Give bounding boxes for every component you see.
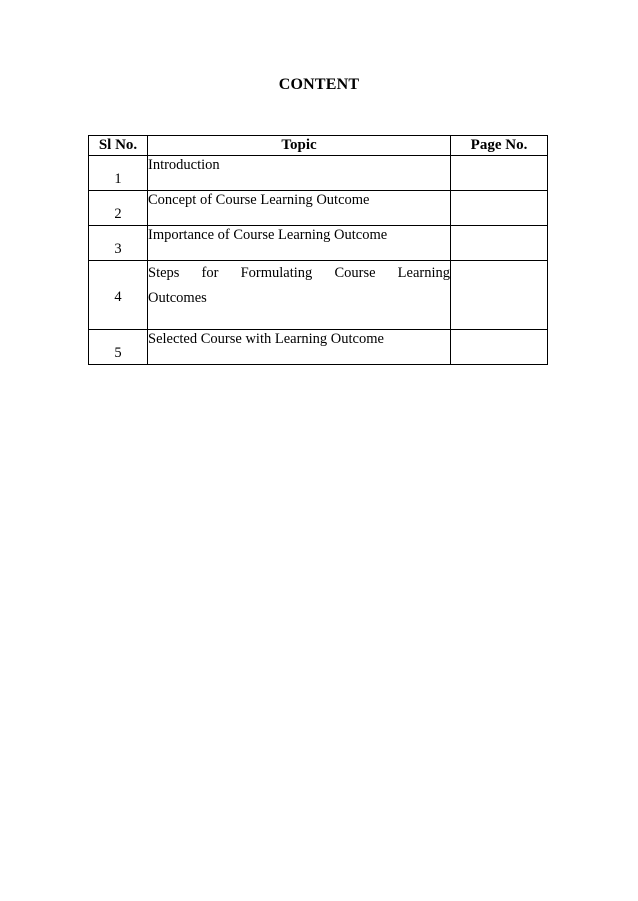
header-page-no: Page No. bbox=[451, 136, 548, 156]
row-page-no bbox=[451, 330, 548, 365]
row-page-no bbox=[451, 191, 548, 226]
contents-table bbox=[88, 135, 548, 365]
sl-no-text: 4 bbox=[114, 288, 122, 305]
row-topic: Introduction bbox=[148, 156, 451, 191]
row-topic: Importance of Course Learning Outcome bbox=[148, 226, 451, 261]
table-row bbox=[89, 191, 548, 226]
header-topic: Topic bbox=[148, 136, 451, 156]
row-topic bbox=[148, 261, 451, 330]
topic-line-2: Outcomes bbox=[148, 290, 207, 306]
header-sl-no: Sl No. bbox=[89, 136, 148, 156]
sl-no-text: 5 bbox=[114, 344, 122, 361]
row-page-no bbox=[451, 226, 548, 261]
topic-line-1: Steps for Formulating Course Learning bbox=[148, 265, 450, 281]
table-row bbox=[89, 330, 548, 365]
row-sl-no bbox=[89, 261, 148, 330]
row-sl-no bbox=[89, 330, 148, 365]
row-page-no bbox=[451, 261, 548, 330]
row-sl-no bbox=[89, 226, 148, 261]
sl-no-text: 1 bbox=[114, 170, 122, 187]
table-header-row bbox=[89, 136, 548, 156]
sl-no-text: 3 bbox=[114, 240, 122, 257]
row-topic: Selected Course with Learning Outcome bbox=[148, 330, 451, 365]
sl-no-text: 2 bbox=[114, 205, 122, 222]
row-topic: Concept of Course Learning Outcome bbox=[148, 191, 451, 226]
row-page-no bbox=[451, 156, 548, 191]
row-sl-no bbox=[89, 191, 148, 226]
table-row bbox=[89, 226, 548, 261]
table-row bbox=[89, 261, 548, 330]
row-sl-no bbox=[89, 156, 148, 191]
page-title: CONTENT bbox=[278, 76, 360, 93]
table-row bbox=[89, 156, 548, 191]
